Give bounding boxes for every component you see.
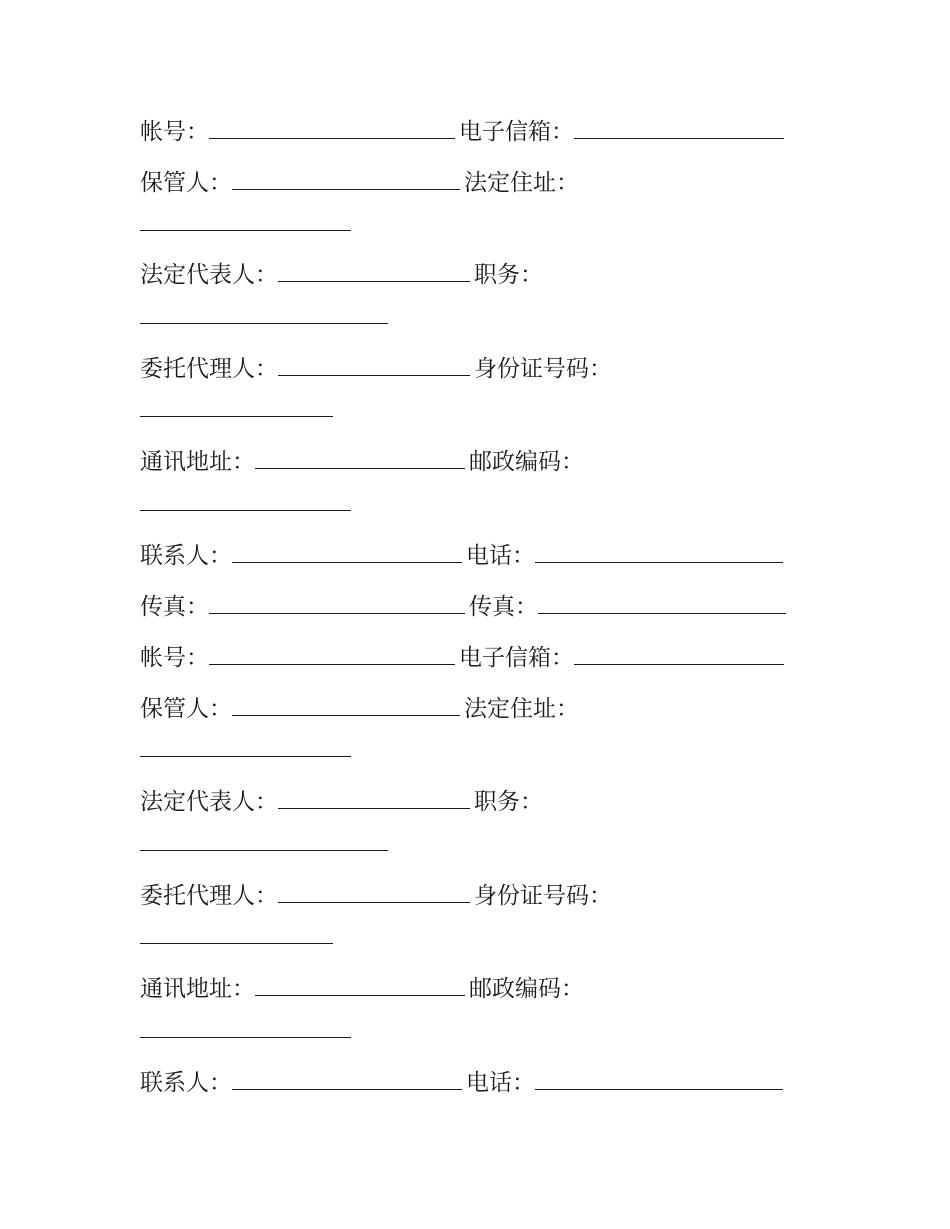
mail-address-label-2: 通讯地址： [140, 976, 255, 1002]
row-position-blank [140, 301, 388, 331]
phone-label: 电话： [466, 543, 535, 569]
row-account-email-2 [140, 642, 784, 672]
row-legal-rep-position [140, 259, 543, 289]
position-blank[interactable] [140, 301, 388, 324]
legal-rep-label-2: 法定代表人： [140, 789, 278, 815]
id-number-label: 身份证号码： [474, 356, 612, 382]
fax-label-2: 传真： [469, 594, 538, 620]
account-blank[interactable] [209, 116, 455, 139]
row-agent-id [140, 353, 612, 383]
postal-code-label-2: 邮政编码： [469, 976, 584, 1002]
row-legal-address-blank [140, 208, 351, 238]
row-mail-postal-2 [140, 973, 584, 1003]
row-fax-fax [140, 591, 786, 621]
email-label: 电子信箱： [459, 119, 574, 145]
row-account-email [140, 116, 784, 146]
agent-blank-2[interactable] [278, 880, 470, 903]
row-mail-postal [140, 446, 584, 476]
row-custodian-address [140, 167, 579, 197]
row-position-blank-2 [140, 828, 388, 858]
custodian-label-2: 保管人： [140, 696, 232, 722]
phone-blank-2[interactable] [535, 1067, 783, 1090]
custodian-label: 保管人： [140, 170, 232, 196]
account-label-2: 帐号： [140, 645, 209, 671]
id-number-blank[interactable] [140, 394, 333, 417]
agent-blank[interactable] [278, 353, 470, 376]
legal-rep-blank[interactable] [278, 259, 470, 282]
position-blank-2[interactable] [140, 828, 388, 851]
postal-code-blank-2[interactable] [140, 1015, 351, 1038]
phone-blank[interactable] [535, 540, 783, 563]
legal-address-blank-2[interactable] [140, 734, 351, 757]
id-number-label-2: 身份证号码： [474, 883, 612, 909]
contact-blank-2[interactable] [232, 1067, 462, 1090]
row-postal-blank-2 [140, 1015, 351, 1045]
agent-label: 委托代理人： [140, 356, 278, 382]
email-blank-2[interactable] [574, 642, 784, 665]
email-blank[interactable] [574, 116, 784, 139]
custodian-blank-2[interactable] [232, 693, 460, 716]
position-label: 职务： [474, 262, 543, 288]
contact-blank[interactable] [232, 540, 462, 563]
account-label: 帐号： [140, 119, 209, 145]
row-postal-blank [140, 488, 351, 518]
postal-code-label: 邮政编码： [469, 449, 584, 475]
row-legal-address-blank-2 [140, 734, 351, 764]
legal-rep-label: 法定代表人： [140, 262, 278, 288]
phone-label-2: 电话： [466, 1070, 535, 1096]
postal-code-blank[interactable] [140, 488, 351, 511]
id-number-blank-2[interactable] [140, 921, 333, 944]
agent-label-2: 委托代理人： [140, 883, 278, 909]
legal-address-blank[interactable] [140, 208, 351, 231]
fax-label: 传真： [140, 594, 209, 620]
legal-address-label: 法定住址： [464, 170, 579, 196]
row-custodian-address-2 [140, 693, 579, 723]
mail-address-blank[interactable] [255, 446, 465, 469]
custodian-blank[interactable] [232, 167, 460, 190]
legal-rep-blank-2[interactable] [278, 786, 470, 809]
contact-label-2: 联系人： [140, 1070, 232, 1096]
contact-label: 联系人： [140, 543, 232, 569]
fax-blank-2[interactable] [538, 591, 786, 614]
legal-address-label-2: 法定住址： [464, 696, 579, 722]
account-blank-2[interactable] [209, 642, 455, 665]
row-agent-id-2 [140, 880, 612, 910]
row-contact-phone [140, 540, 783, 570]
mail-address-label: 通讯地址： [140, 449, 255, 475]
fax-blank[interactable] [209, 591, 465, 614]
email-label-2: 电子信箱： [459, 645, 574, 671]
row-id-blank-2 [140, 921, 333, 951]
row-legal-rep-position-2 [140, 786, 543, 816]
row-contact-phone-2 [140, 1067, 783, 1097]
row-id-blank [140, 394, 333, 424]
mail-address-blank-2[interactable] [255, 973, 465, 996]
position-label-2: 职务： [474, 789, 543, 815]
